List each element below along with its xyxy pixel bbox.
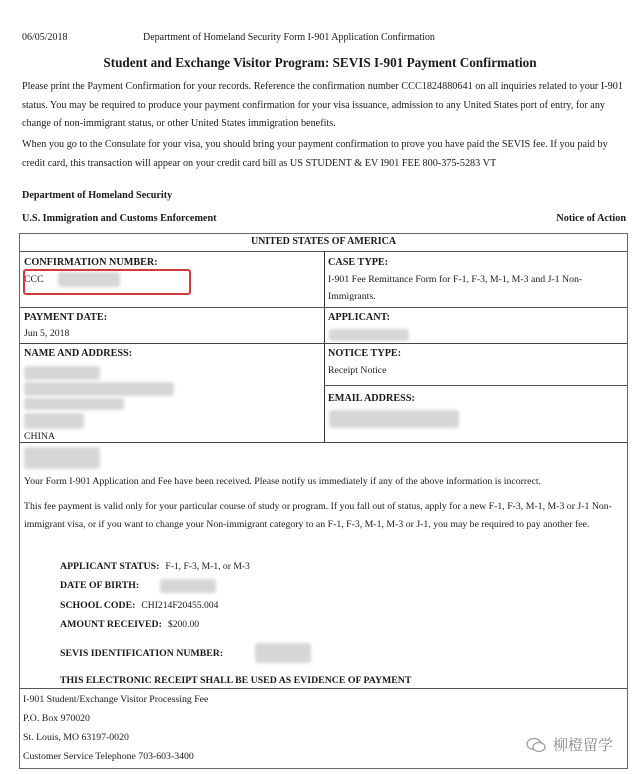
amount-received-value: $200.00: [167, 619, 200, 630]
print-date: 06/05/2018: [22, 32, 68, 43]
page-title: Student and Exchange Visitor Program: SEVIS I-901 Payment Confirmation: [103, 55, 537, 70]
confirmation-number-prefix: CCC: [24, 274, 44, 285]
applicant-status-field: [60, 561, 250, 572]
document-header-line: Department of Homeland Security Form I-901 Application Confirmation: [143, 32, 435, 43]
country-header: UNITED STATES OF AMERICA: [250, 236, 397, 247]
processing-fee-address-box: [19, 688, 628, 769]
wechat-icon: [525, 737, 547, 753]
footer-line-3: St. Louis, MO 63197-0020: [23, 732, 129, 743]
applicant-status-value: F-1, F-3, M-1, or M-3: [165, 561, 250, 572]
redacted-name-block: [24, 447, 100, 469]
agency-bureau: U.S. Immigration and Customs Enforcement: [22, 213, 217, 224]
divider: [20, 442, 627, 443]
school-code-label: SCHOOL CODE:: [60, 600, 136, 611]
amount-received-field: [60, 619, 199, 630]
notice-of-action-box: [19, 233, 628, 689]
case-type-value-line2: Immigrants.: [328, 291, 376, 302]
footer-line-2: P.O. Box 970020: [23, 713, 90, 724]
name-and-address-label: NAME AND ADDRESS:: [24, 348, 133, 359]
applicant-status-label: APPLICANT STATUS:: [60, 561, 160, 572]
email-address-label: EMAIL ADDRESS:: [328, 393, 415, 404]
sevis-id-label: SEVIS IDENTIFICATION NUMBER:: [60, 648, 224, 659]
confirmation-number-highlight: [23, 269, 191, 295]
country-value: CHINA: [24, 431, 56, 442]
watermark: [525, 734, 613, 755]
redacted-address-line-2: [24, 398, 124, 410]
notice-type-label: NOTICE TYPE:: [328, 348, 402, 359]
intro-paragraph-1: Please print the Payment Confirmation for your records. Reference the confirmation number CCC1824880641 on all inquiries related to your I-901 status. You may be required to produce your payment confirmation for your visa issuance, admission to any United States port of entry, for any change of non-immigrant status, or other United States immigration benefits.: [22, 81, 623, 129]
payment-date-label: PAYMENT DATE:: [24, 312, 108, 323]
payment-date-value: Jun 5, 2018: [24, 328, 70, 339]
redacted-date-of-birth: [160, 579, 216, 593]
redacted-address-line-1: [24, 382, 174, 396]
redacted-name: [24, 366, 100, 380]
footer-line-1: I-901 Student/Exchange Visitor Processing Fee: [23, 694, 209, 705]
watermark-text: 柳橙留学: [552, 736, 613, 754]
applicant-label: APPLICANT:: [328, 312, 391, 323]
case-type-value-line1: I-901 Fee Remittance Form for F-1, F-3, M-1, M-3 and J-1 Non-: [328, 274, 583, 285]
received-text: Your Form I-901 Application and Fee have been received. Please notify us immediately if any of the above information is incorrect.: [24, 476, 542, 487]
notice-of-action-label: Notice of Action: [556, 213, 626, 224]
intro-paragraph-2: When you go to the Consulate for your visa, you should bring your payment confirmation to prove you have paid the SEVIS fee. If you paid by credit card, this transaction will appear on your credit card bill as US STUDENT & EV I901 FEE 800-375-5283 VT: [22, 139, 608, 169]
redacted-applicant: [329, 329, 409, 341]
divider: [324, 385, 627, 386]
notice-type-value: Receipt Notice: [328, 365, 387, 376]
school-code-value: CHI214F20455.004: [141, 600, 219, 611]
case-type-label: CASE TYPE:: [328, 257, 389, 268]
date-of-birth-label: DATE OF BIRTH:: [60, 580, 140, 591]
validity-text: This fee payment is valid only for your particular course of study or program. If you fall out of status, apply for a new F-1, F-3, M-1, M-3 or J-1 Non-immigrant visa, or if you want to change your Non-immigrant category to an F-1, F-3, M-1, M-3 or J-1, you may be required to pay another fee.: [24, 501, 612, 530]
redacted-address-line-3: [24, 413, 84, 429]
date-of-birth-field: [60, 580, 145, 591]
redacted-sevis-id: [255, 643, 311, 663]
divider: [20, 307, 627, 308]
amount-received-label: AMOUNT RECEIVED:: [60, 619, 162, 630]
evidence-statement: THIS ELECTRONIC RECEIPT SHALL BE USED AS EVIDENCE OF PAYMENT: [60, 675, 412, 686]
school-code-field: [60, 600, 218, 611]
column-divider: [324, 251, 325, 442]
sevis-id-field: [60, 648, 229, 659]
agency-department: Department of Homeland Security: [22, 190, 173, 201]
footer-line-4: Customer Service Telephone 703-603-3400: [23, 751, 194, 762]
redacted-email: [329, 410, 459, 428]
confirmation-number-label: CONFIRMATION NUMBER:: [24, 257, 158, 268]
divider: [20, 343, 627, 344]
